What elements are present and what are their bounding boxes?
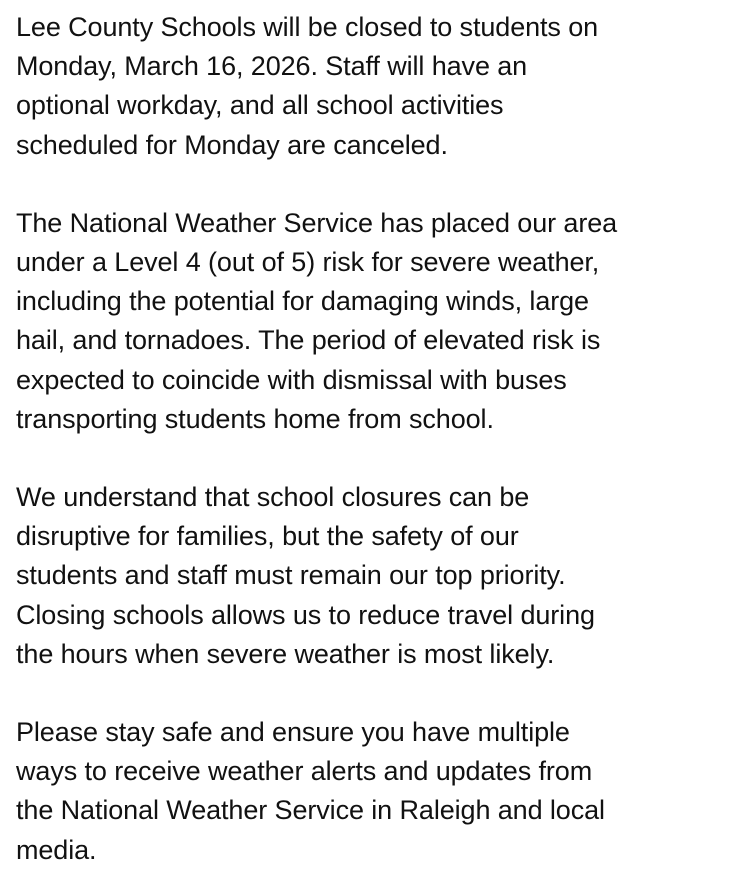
stay-safe-paragraph <box>16 713 741 870</box>
text-line: Lee County Schools will be closed to students on <box>16 12 599 42</box>
post-body <box>16 8 741 870</box>
safety-priority-paragraph <box>16 478 741 674</box>
text-line: scheduled for Monday are canceled. <box>16 129 448 160</box>
closure-announcement-paragraph <box>16 8 741 165</box>
text-line: Please stay safe and ensure you have multiple <box>16 717 570 748</box>
text-line: the National Weather Service in Raleigh and local <box>16 795 605 826</box>
text-line: We understand that school closures can be <box>16 482 530 513</box>
weather-risk-paragraph <box>16 204 741 439</box>
text-line: disruptive for families, but the safety of our <box>16 521 519 552</box>
text-line: transporting students home from school. <box>16 403 494 434</box>
text-line: Monday, March 16, 2026. Staff will have an <box>16 51 528 82</box>
text-line: Closing schools allows us to reduce travel during <box>16 599 595 630</box>
text-line: hail, and tornadoes. The period of elevated risk is <box>16 325 601 356</box>
text-line: media. <box>16 834 97 865</box>
text-line: the hours when severe weather is most likely. <box>16 638 555 669</box>
text-line: The National Weather Service has placed our area <box>16 207 618 238</box>
text-line: students and staff must remain our top priority. <box>16 560 566 591</box>
text-line: expected to coincide with dismissal with buses <box>16 364 567 395</box>
text-line: optional workday, and all school activities <box>16 90 504 121</box>
text-line: ways to receive weather alerts and updates from <box>16 756 593 787</box>
text-line: under a Level 4 (out of 5) risk for severe weather, <box>16 247 600 278</box>
text-line: including the potential for damaging winds, large <box>16 286 589 317</box>
